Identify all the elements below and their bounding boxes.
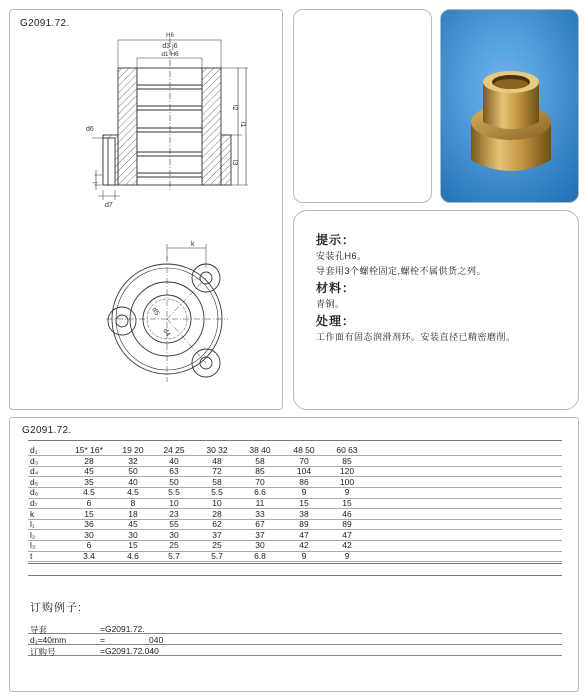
dim-d3: d3 j6 xyxy=(162,43,178,50)
table-top-rule xyxy=(28,440,562,441)
table-cell: 55 xyxy=(169,519,179,530)
photo-frame xyxy=(293,9,432,203)
table-cell: 30 xyxy=(255,540,265,551)
table-cell: 15* 16* xyxy=(75,445,103,455)
table-cell: 9 xyxy=(344,487,350,498)
row-label: d₆ xyxy=(30,487,39,498)
dim-d4: d4 xyxy=(161,327,172,338)
row-label: l₂ xyxy=(30,529,36,540)
table-cell: 6 xyxy=(86,540,92,551)
order-value-2: 040 xyxy=(149,635,164,645)
table-cell: 50 xyxy=(169,476,179,487)
table-cell: 100 xyxy=(339,476,355,487)
table-cell: 10 xyxy=(169,498,179,508)
table-cell: 72 xyxy=(212,466,222,477)
table-cell: 30 xyxy=(128,529,138,540)
table-cell: 45 xyxy=(128,519,138,530)
table-cell: 36 xyxy=(84,519,94,530)
material-text: 青铜。 xyxy=(316,299,345,309)
row-label: d₁ xyxy=(30,445,38,455)
table-cell: 6.8 xyxy=(254,551,266,561)
table-cell: 15 xyxy=(84,508,94,519)
table-cell: 70 xyxy=(255,476,265,487)
table-cell: 23 xyxy=(169,508,179,519)
table-cell: 11 xyxy=(255,498,265,508)
table-cell: 46 xyxy=(342,508,352,519)
dim-k: k xyxy=(191,241,195,248)
row-rule xyxy=(28,561,562,562)
table-cell: 42 xyxy=(342,540,352,551)
table-rule-2 xyxy=(28,575,562,576)
table-cell: 50 xyxy=(128,466,138,477)
dim-d1: d1 H6 xyxy=(161,51,179,58)
table-cell: 3.4 xyxy=(83,551,95,561)
table-cell: 19 20 xyxy=(122,445,144,455)
order-value-3: =G2091.72.040 xyxy=(100,646,159,656)
table-cell: 48 50 xyxy=(293,445,315,455)
table-cell: 89 xyxy=(299,519,309,530)
tip-heading: 提示： xyxy=(316,233,356,247)
treatment-heading: 处理： xyxy=(316,314,356,328)
table-cell: 6.6 xyxy=(254,487,266,498)
order-label-3: 订购号 xyxy=(30,647,56,657)
table-cell: 58 xyxy=(255,455,265,466)
table-cell: 85 xyxy=(255,466,265,477)
table-code: G2091.72. xyxy=(22,425,72,436)
table-cell: 47 xyxy=(299,529,309,540)
product-photo xyxy=(440,9,579,203)
table-cell: 67 xyxy=(255,519,265,530)
table-cell: 45 xyxy=(84,466,94,477)
table-cell: 48 xyxy=(212,455,222,466)
table-cell: 10 xyxy=(212,498,222,508)
table-cell: 30 xyxy=(84,529,94,540)
table-cell: 30 32 xyxy=(206,445,228,455)
row-label: d₄ xyxy=(30,466,39,477)
dim-l3: l3 xyxy=(231,160,238,166)
row-label: t xyxy=(30,551,33,561)
table-cell: 42 xyxy=(299,540,309,551)
table-cell: 89 xyxy=(342,519,352,530)
order-eq-2: = xyxy=(100,635,105,645)
table-cell: 5.7 xyxy=(168,551,180,561)
table-cell: 5.7 xyxy=(211,551,223,561)
table-cell: 25 xyxy=(169,540,179,551)
table-cell: 15 xyxy=(128,540,138,551)
table-cell: 9 xyxy=(344,551,350,561)
table-cell: 8 xyxy=(130,498,136,508)
table-cell: 62 xyxy=(212,519,222,530)
table-cell: 15 xyxy=(299,498,309,508)
table-cell: 28 xyxy=(84,455,94,466)
table-cell: 32 xyxy=(128,455,138,466)
table-cell: 37 xyxy=(212,529,222,540)
table-cell: 63 xyxy=(169,466,179,477)
row-label: l₃ xyxy=(30,540,36,551)
row-label: l₁ xyxy=(30,519,35,530)
dimension-table-panel xyxy=(9,417,579,692)
dim-d6: d6 xyxy=(86,126,94,133)
table-cell: 15 xyxy=(342,498,352,508)
table-cell: 38 xyxy=(299,508,309,519)
table-cell: 9 xyxy=(301,551,307,561)
drawing-panel xyxy=(9,9,283,410)
order-value-1: =G2091.72. xyxy=(100,624,145,634)
row-label: d₅ xyxy=(30,476,39,487)
dim-d7: d7 xyxy=(105,202,113,209)
row-label: d₇ xyxy=(30,498,38,508)
table-cell: 9 xyxy=(301,487,307,498)
dim-l2: l2 xyxy=(231,105,238,111)
table-cell: 4.6 xyxy=(127,551,139,561)
table-cell: 85 xyxy=(342,455,352,466)
table-cell: 40 xyxy=(128,476,138,487)
bronze-guide-bushing-image xyxy=(441,10,579,203)
table-cell: 37 xyxy=(255,529,265,540)
table-cell: 86 xyxy=(299,476,309,487)
table-cell: 6 xyxy=(86,498,92,508)
plan-view xyxy=(106,244,228,382)
dim-l1: l1 xyxy=(239,122,246,128)
table-cell: 35 xyxy=(84,476,94,487)
table-cell: 47 xyxy=(342,529,352,540)
treatment-text: 工作面有固态润滑剂环。安装直径已精密磨削。 xyxy=(316,332,516,342)
technical-drawing xyxy=(10,10,282,409)
table-cell: 25 xyxy=(212,540,222,551)
order-label-1: 导套 xyxy=(30,625,48,635)
table-cell: 30 xyxy=(169,529,179,540)
table-cell: 5.5 xyxy=(211,487,223,498)
table-cell: 40 xyxy=(169,455,179,466)
tip-line-1: 安装孔H6。 xyxy=(316,251,367,261)
table-cell: 24 25 xyxy=(163,445,185,455)
notes-panel xyxy=(293,210,579,410)
row-label: d₃ xyxy=(30,455,39,466)
material-heading: 材料： xyxy=(316,281,356,295)
order-label-2: d₁=40mm xyxy=(30,635,67,645)
tip-line-2: 导套用3个螺栓固定,螺栓不属供货之列。 xyxy=(316,266,487,276)
section-view xyxy=(92,38,248,200)
table-bottom-rule xyxy=(28,563,562,564)
table-cell: 60 63 xyxy=(336,445,358,455)
table-cell: 33 xyxy=(255,508,265,519)
dim-d5: d5 xyxy=(150,306,161,317)
order-heading: 订购例子: xyxy=(30,602,83,614)
table-cell: 18 xyxy=(128,508,138,519)
table-cell: 5.5 xyxy=(168,487,180,498)
table-cell: 120 xyxy=(339,466,355,477)
order-rule-2 xyxy=(28,644,562,645)
table-cell: 58 xyxy=(212,476,222,487)
row-label: k xyxy=(30,508,35,519)
drawing-code: G2091.72. xyxy=(20,18,70,29)
table-cell: 28 xyxy=(212,508,222,519)
dim-h6: H6 xyxy=(166,33,174,39)
table-cell: 4.5 xyxy=(83,487,95,498)
dim-t: t xyxy=(91,182,97,184)
table-cell: 70 xyxy=(299,455,309,466)
table-cell: 4.5 xyxy=(127,487,139,498)
table-cell: 104 xyxy=(296,466,312,477)
table-cell: 38 40 xyxy=(249,445,271,455)
